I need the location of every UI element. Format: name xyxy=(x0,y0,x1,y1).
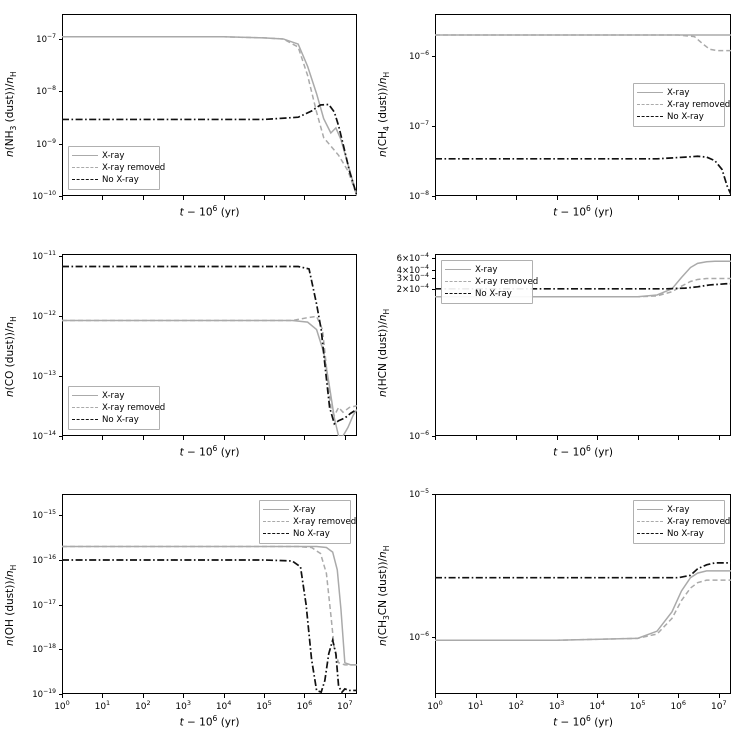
legend-line-swatch xyxy=(445,293,471,295)
y-tick-label: $3\times 10^{-4}$ xyxy=(396,271,429,284)
legend-item xyxy=(72,150,155,162)
legend-line-swatch xyxy=(637,92,663,94)
legend-line-swatch xyxy=(72,167,98,169)
y-tick-label: $10^{-7}$ xyxy=(36,32,56,45)
y-tick-label: $10^{-6}$ xyxy=(409,430,429,442)
x-tick-label: $10^0$ xyxy=(427,699,443,712)
y-tick-label: $10^{-17}$ xyxy=(32,598,56,611)
y-tick-label: $10^{-19}$ xyxy=(32,688,56,700)
legend-line-swatch xyxy=(637,104,663,106)
x-tick-label: $10^5$ xyxy=(256,699,272,712)
x-tick-label: $10^3$ xyxy=(548,699,565,712)
series-path xyxy=(435,580,731,640)
y-tick-label: $10^{-6}$ xyxy=(409,631,429,643)
y-tick-label: $10^{-18}$ xyxy=(32,643,56,656)
legend-item xyxy=(637,99,731,111)
legend-item xyxy=(445,264,528,276)
legend[interactable] xyxy=(68,146,166,190)
x-tick-label: $10^0$ xyxy=(54,699,70,712)
legend-label: No X-ray xyxy=(667,112,704,122)
legend-item xyxy=(72,402,166,414)
legend-item xyxy=(263,528,346,540)
y-tick-label: $10^{-10}$ xyxy=(32,190,56,202)
legend-label: X-ray removed xyxy=(475,277,539,287)
legend-item xyxy=(72,174,155,186)
series-layer xyxy=(373,240,747,480)
y-tick-label: $10^{-16}$ xyxy=(32,553,56,566)
legend-line-swatch xyxy=(637,509,663,511)
panel-3 xyxy=(0,240,373,480)
x-axis-label: $t - 10^6$ (yr) xyxy=(179,714,240,729)
y-tick-label: $10^{-11}$ xyxy=(32,250,56,263)
y-tick-label: $10^{-8}$ xyxy=(409,190,429,202)
x-axis-label: $t - 10^6$ (yr) xyxy=(179,204,240,219)
legend-line-swatch xyxy=(72,419,98,421)
legend-line-swatch xyxy=(637,521,663,523)
legend-item xyxy=(72,414,155,426)
x-tick-label: $10^6$ xyxy=(296,699,313,712)
legend-item xyxy=(637,528,720,540)
panel-4 xyxy=(373,240,747,480)
legend-line-swatch xyxy=(637,533,663,535)
x-tick-label: $10^3$ xyxy=(175,699,191,712)
y-axis-label: $n(CH_3CN$ $(dust))/n_H$ xyxy=(377,545,392,646)
series-path xyxy=(435,156,731,194)
legend-label: No X-ray xyxy=(475,289,512,299)
legend-item xyxy=(637,87,720,99)
legend-label: X-ray removed xyxy=(293,517,357,527)
legend-line-swatch xyxy=(263,521,289,523)
legend-item xyxy=(637,516,731,528)
y-tick-label: $10^{-15}$ xyxy=(32,509,56,522)
x-axis-label: $t - 10^6$ (yr) xyxy=(553,444,613,459)
legend-line-swatch xyxy=(263,509,289,511)
series-path xyxy=(62,547,357,665)
x-tick-label: $10^5$ xyxy=(629,699,646,712)
legend-label: No X-ray xyxy=(667,529,704,539)
legend-label: X-ray removed xyxy=(667,517,731,527)
legend-label: X-ray xyxy=(293,505,316,515)
x-tick-label: $10^2$ xyxy=(135,699,151,712)
legend-item xyxy=(263,516,357,528)
panel-5 xyxy=(0,480,373,747)
series-path xyxy=(62,547,357,665)
legend-label: No X-ray xyxy=(293,529,330,539)
legend-item xyxy=(72,390,155,402)
series-path xyxy=(62,560,357,692)
legend-item xyxy=(637,504,720,516)
y-tick-label: $10^{-6}$ xyxy=(409,50,429,62)
y-tick-label: $10^{-12}$ xyxy=(32,310,56,323)
y-tick-label: $10^{-5}$ xyxy=(409,488,429,500)
x-tick-label: $10^4$ xyxy=(215,699,232,712)
legend-label: No X-ray xyxy=(102,175,139,185)
x-axis-label: $t - 10^6$ (yr) xyxy=(179,444,240,459)
legend-item xyxy=(445,276,539,288)
y-axis-label: $n(NH_3$ $(dust))/n_H$ xyxy=(4,71,19,157)
legend-label: X-ray removed xyxy=(102,403,166,413)
series-layer xyxy=(0,240,373,480)
legend-label: X-ray removed xyxy=(667,100,731,110)
series-path xyxy=(435,571,731,640)
legend-label: X-ray removed xyxy=(102,163,166,173)
panel-2 xyxy=(373,0,747,240)
legend-line-swatch xyxy=(72,155,98,157)
x-tick-label: $10^1$ xyxy=(94,699,111,712)
legend-line-swatch xyxy=(72,407,98,409)
x-tick-label: $10^4$ xyxy=(589,699,605,712)
legend[interactable] xyxy=(633,83,731,127)
legend-label: X-ray xyxy=(667,505,690,515)
y-axis-label: n(OH $(dust))/n_H$ xyxy=(4,564,19,646)
legend-line-swatch xyxy=(445,269,471,271)
legend-label: X-ray xyxy=(102,391,125,401)
series-path xyxy=(435,563,731,578)
panel-6 xyxy=(373,480,747,747)
legend-item xyxy=(263,504,346,516)
legend[interactable] xyxy=(68,386,166,430)
y-tick-label: $10^{-8}$ xyxy=(36,85,56,98)
y-tick-label: $10^{-7}$ xyxy=(409,120,429,132)
y-tick-label: $10^{-14}$ xyxy=(32,430,56,442)
legend[interactable] xyxy=(441,260,539,304)
legend[interactable] xyxy=(259,500,357,544)
legend-item xyxy=(72,162,166,174)
x-tick-label: $10^7$ xyxy=(337,699,353,712)
y-tick-label: $10^{-9}$ xyxy=(36,137,56,150)
legend-line-swatch xyxy=(72,395,98,397)
legend-line-swatch xyxy=(72,179,98,181)
legend-line-swatch xyxy=(445,281,471,283)
x-tick-label: $10^2$ xyxy=(508,699,524,712)
legend-line-swatch xyxy=(263,533,289,535)
y-axis-label: n(CO $(dust))/n_H$ xyxy=(4,316,19,397)
y-axis-label: $n(CH_4$ $(dust))/n_H$ xyxy=(377,71,392,157)
x-tick-label: $10^6$ xyxy=(670,699,687,712)
series-layer xyxy=(0,0,373,240)
legend-label: X-ray xyxy=(102,151,125,161)
x-tick-label: $10^1$ xyxy=(467,699,484,712)
legend-item xyxy=(445,288,528,300)
y-tick-label: $2\times 10^{-4}$ xyxy=(396,282,429,295)
y-tick-label: $4\times 10^{-4}$ xyxy=(396,263,429,276)
series-path xyxy=(435,35,731,51)
legend-label: X-ray xyxy=(475,265,498,275)
panel-1 xyxy=(0,0,373,240)
legend-label: X-ray xyxy=(667,88,690,98)
legend-line-swatch xyxy=(637,116,663,118)
y-tick-label: $10^{-13}$ xyxy=(32,370,56,382)
x-axis-label: $t - 10^6$ (yr) xyxy=(553,714,613,729)
x-tick-label: $10^7$ xyxy=(710,699,727,712)
y-tick-label: $6\times 10^{-4}$ xyxy=(396,252,429,265)
x-axis-label: $t - 10^6$ (yr) xyxy=(553,204,613,219)
legend-item xyxy=(637,111,720,123)
legend-label: No X-ray xyxy=(102,415,139,425)
legend[interactable] xyxy=(633,500,731,544)
y-axis-label: n(HCN $(dust))/n_H$ xyxy=(377,308,392,397)
